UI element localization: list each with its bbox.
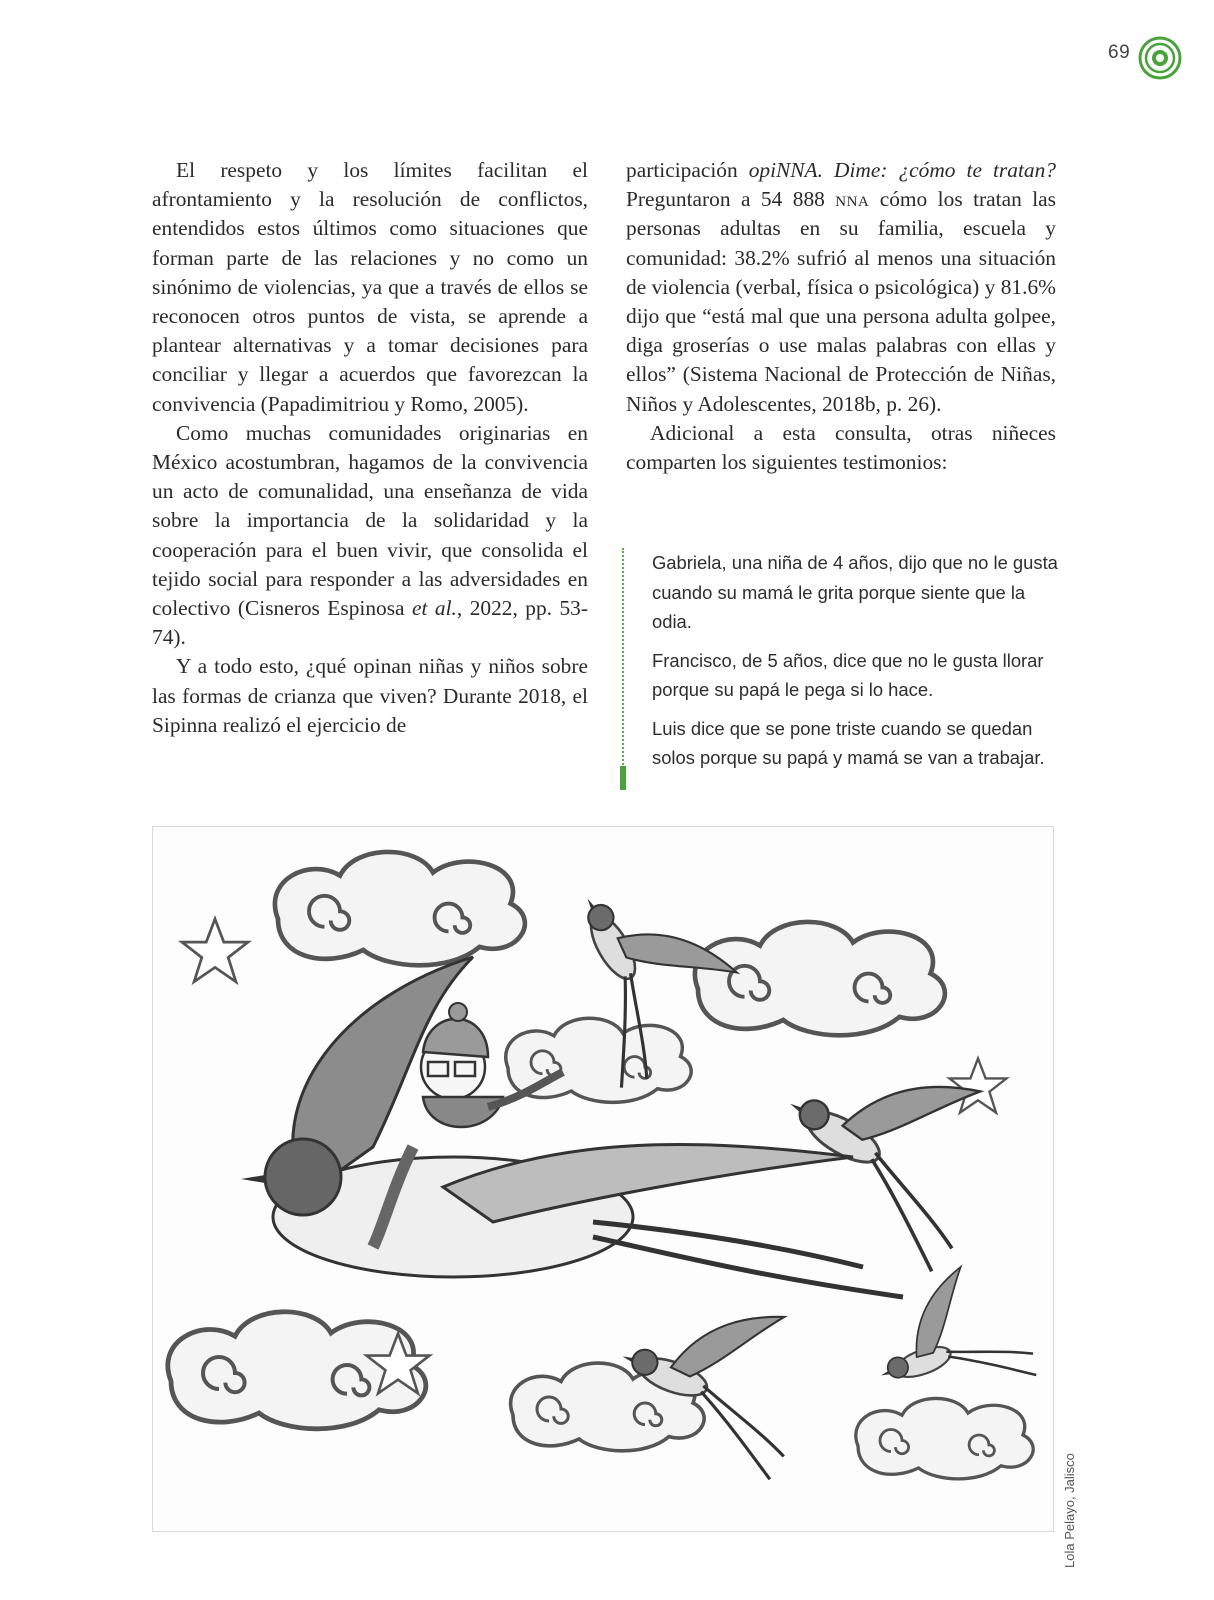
paragraph: Y a todo esto, ¿qué opinan niñas y niños sobre las formas de crianza que viven? Durante 2018, el Sipinna realizó el ejercicio de bbox=[152, 654, 588, 737]
book-logo-icon bbox=[1138, 36, 1182, 80]
left-column bbox=[152, 156, 588, 740]
paragraph: El respeto y los límites facilitan el afrontamiento y la resolución de conflictos, entendidos estos últimos como situaciones que forman parte de las relaciones y no como un sinónimo de violencias, ya que a través de ellos se reconocen otros puntos de vista, se aprende a plantear alternativas y a tomar decisiones para conciliar y llegar a acuerdos que favorezcan la convivencia (Papadimitriou y Romo, 2005). bbox=[152, 158, 588, 416]
page-number: 69 bbox=[1108, 42, 1131, 63]
paragraph: Adicional a esta consulta, otras niñeces comparten los siguientes testimonios: bbox=[626, 420, 1056, 475]
illustration-credit: Lola Pelayo, Jalisco bbox=[1062, 1453, 1077, 1568]
paragraph: participación opiNNA. Dime: ¿cómo te tratan? Preguntaron a 54 888 nna cómo los tratan las personas adultas en su familia, escuela y comunidad: 38.2% sufrió al menos una situación de violencia (verbal, física o psicológica) y 81.6% dijo que “está mal que una persona adulta golpee, diga groserías o use malas palabras con ellas y ellos” (Sistema Nacional de Protección de Niñas, Niños y Adolescentes, 2018b, p. 26). bbox=[626, 158, 1056, 416]
testimonies-box bbox=[622, 548, 1064, 788]
testimony: Luis dice que se pone triste cuando se quedan solos porque su papá y mamá se van a trabajar. bbox=[652, 717, 1045, 768]
testimony: Francisco, de 5 años, dice que no le gusta llorar porque su papá le pega si lo hace. bbox=[652, 649, 1044, 700]
accent-bar bbox=[620, 766, 626, 790]
right-column bbox=[626, 156, 1056, 477]
paragraph: Como muchas comunidades originarias en México acostumbran, hagamos de la convivencia un acto de comunalidad, una enseñanza de vida sobre la importancia de la solidaridad y la cooperación para el buen vivir, que consolida el tejido social para responder a las adversidades en colectivo (Cisneros Espinosa et al., 2022, pp. 53-74). bbox=[152, 420, 588, 650]
illustration-drawing bbox=[153, 827, 1053, 1531]
testimony: Gabriela, una niña de 4 años, dijo que no le gusta cuando su mamá le grita porque siente que la odia. bbox=[652, 552, 1058, 632]
swallows-illustration bbox=[152, 826, 1054, 1532]
